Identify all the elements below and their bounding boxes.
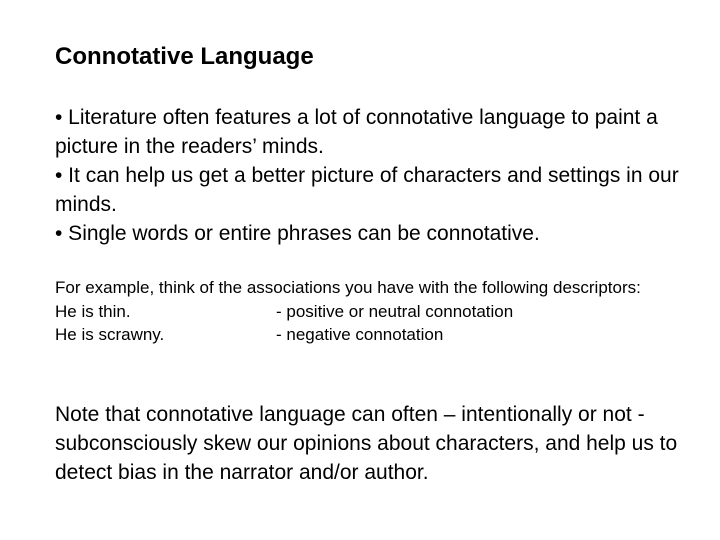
example-connotation: - positive or neutral connotation	[276, 301, 514, 321]
example-connotation: - negative connotation	[276, 325, 444, 344]
example-sentence: He is scrawny.	[55, 325, 165, 344]
bullet-item: • Literature often features a lot of connotative language to paint a picture in the readers’ minds.	[55, 106, 658, 158]
slide-title: Connotative Language	[55, 43, 314, 70]
example-row	[55, 323, 695, 347]
bullet-list	[55, 103, 695, 248]
bullet-item: • Single words or entire phrases can be connotative.	[55, 222, 540, 245]
note-paragraph: Note that connotative language can often – intentionally or not - subconsciously skew our opinions about characters, and help us to detect bias in the narrator and/or author.	[55, 403, 678, 484]
example-intro: For example, think of the associations you have with the following descriptors:	[55, 278, 641, 297]
example-block	[55, 276, 695, 347]
bullet-item: • It can help us get a better picture of characters and settings in our minds.	[55, 164, 679, 216]
example-row	[55, 300, 695, 324]
example-sentence: He is thin.	[55, 301, 131, 321]
